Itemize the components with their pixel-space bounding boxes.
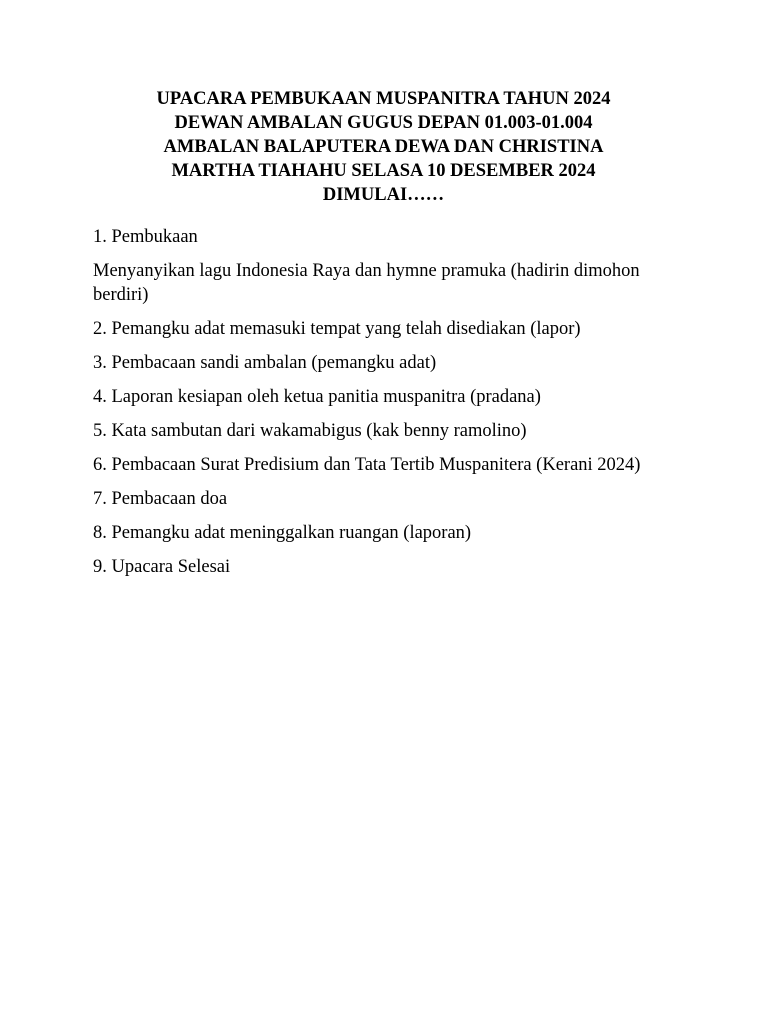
document-title — [93, 87, 674, 207]
agenda-list — [93, 225, 674, 579]
title-line: DIMULAI…… — [322, 185, 445, 205]
title-line: AMBALAN BALAPUTERA DEWA DAN CHRISTINA — [163, 137, 604, 157]
agenda-item: 8. Pemangku adat meninggalkan ruangan (laporan) — [93, 523, 472, 543]
agenda-item: 2. Pemangku adat memasuki tempat yang telah disediakan (lapor) — [93, 319, 581, 339]
agenda-item: 7. Pembacaan doa — [93, 489, 228, 509]
agenda-item: Menyanyikan lagu Indonesia Raya dan hymne pramuka (hadirin dimohon berdiri) — [93, 261, 640, 305]
title-line: DEWAN AMBALAN GUGUS DEPAN 01.003-01.004 — [174, 113, 593, 133]
agenda-item: 4. Laporan kesiapan oleh ketua panitia muspanitra (pradana) — [93, 387, 541, 407]
agenda-item: 6. Pembacaan Surat Predisium dan Tata Tertib Muspanitera (Kerani 2024) — [93, 455, 641, 475]
agenda-item: 3. Pembacaan sandi ambalan (pemangku adat) — [93, 353, 437, 373]
title-line: MARTHA TIAHAHU SELASA 10 DESEMBER 2024 — [171, 161, 596, 181]
agenda-item: 9. Upacara Selesai — [93, 557, 231, 577]
title-line: UPACARA PEMBUKAAN MUSPANITRA TAHUN 2024 — [156, 89, 611, 109]
agenda-item: 1. Pembukaan — [93, 227, 198, 247]
agenda-item: 5. Kata sambutan dari wakamabigus (kak benny ramolino) — [93, 421, 527, 441]
